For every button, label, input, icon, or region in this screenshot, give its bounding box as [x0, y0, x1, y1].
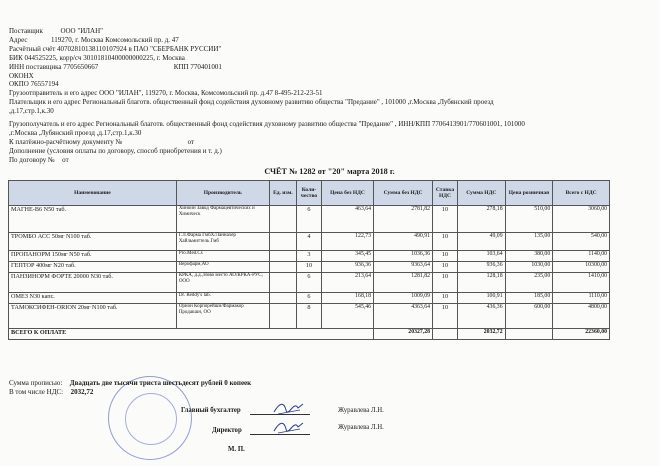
chief-accountant-name: Журавлева Л.Н. [338, 407, 384, 414]
table-row [9, 262, 610, 273]
invoice-footer [9, 379, 251, 397]
col-total: Всего с НДС [553, 181, 610, 206]
cell-vat: 128,18 [457, 273, 505, 293]
cell-price: 345,45 [321, 251, 373, 262]
cell-total: 1410,00 [553, 273, 610, 293]
cell-rate: 10 [433, 262, 458, 273]
cell-rate: 10 [433, 273, 458, 293]
cell-maker: Хиноин Завод Фармацевтических и Химическ [176, 206, 269, 233]
supplier-line [9, 27, 649, 36]
cell-unit [269, 206, 296, 233]
cell-retail: 185,00 [505, 293, 553, 304]
cell-vat: 436,36 [457, 304, 505, 329]
cell-total: 1140,00 [553, 251, 610, 262]
cell-sum: 1009,09 [374, 293, 433, 304]
cell-maker: Pro.Med.Cs [176, 251, 269, 262]
seal-inner-ring [125, 393, 177, 445]
cell-total: 4800,00 [553, 304, 610, 329]
cell-rate: 10 [433, 233, 458, 251]
cell-unit [269, 262, 296, 273]
shipper-line: Грузоотправитель и его адрес ООО "ИЛАН", 119270, г. Москва, Комсомольский пр. д.47 8-495-212-23-51 [9, 89, 323, 98]
account-line: Расчётный счёт 40702810138110107924 в ПАО "СБЕРБАНК РУССИИ" [9, 44, 222, 53]
in-words-value: Двадцать две тысячи триста шестьдесят рублей 0 копеек [69, 379, 252, 387]
cell-total: 10300,00 [553, 262, 610, 273]
cell-name: ГЕПТОР 400мг N20 таб. [9, 262, 177, 273]
cell-rate: 10 [433, 304, 458, 329]
contract-from: от [62, 155, 69, 164]
vat-label: В том числе НДС: [9, 388, 64, 396]
cell-price: 168,18 [321, 293, 373, 304]
table-row [9, 304, 610, 329]
in-words-label: Сумма прописью: [9, 379, 63, 387]
invoice-title: СЧЁТ № 1282 от "20" марта 2018 г. [264, 167, 395, 176]
invoice-header [9, 27, 649, 165]
cell-unit [269, 273, 296, 293]
cell-maker: Верофарм,АО [176, 262, 269, 273]
total-vat: 2032,72 [457, 329, 505, 340]
inn-value: ИНН поставщика 7705650667 [9, 62, 99, 71]
payer-line-2: ,д.17,стр.1,к.30 [9, 107, 54, 116]
payer-line-1: Плательщик и его адрес Региональный благотв. общественный фонд содействия духовному развитию общества "Предание" , 101000 ,г.Москва ,Лубянский проезд [9, 98, 494, 107]
cell-name: МАГНЕ-В6 N50 таб. [9, 206, 177, 233]
cell-vat: 278,18 [457, 206, 505, 233]
table-row [9, 206, 610, 233]
total-label: ВСЕГО К ОПЛАТЕ [9, 329, 374, 340]
col-rate: Ставка НДС [433, 181, 458, 206]
cell-vat: 103,64 [457, 251, 505, 262]
cell-qty: 10 [297, 262, 322, 273]
col-vat: Сумма НДС [457, 181, 505, 206]
address-value: 119270, г. Москва Комсомольский пр. д. 47 [51, 35, 179, 44]
okonh-line: ОКОНХ [9, 71, 34, 80]
cell-retail: 135,00 [505, 233, 553, 251]
cell-retail: 510,00 [505, 206, 553, 233]
invoice-table [8, 180, 610, 340]
cell-vat: 100,91 [457, 293, 505, 304]
cell-name: ПАНЗИНОРМ ФОРТЕ 20000 N30 таб. [9, 273, 177, 293]
director-signature [272, 417, 306, 437]
cell-qty: 4 [297, 233, 322, 251]
total-rate-empty [433, 329, 458, 340]
address-line [9, 36, 649, 45]
chief-accountant-signature [272, 398, 306, 418]
payment-doc-label: К платёжно-расчётному документу № [9, 137, 123, 146]
payment-doc-line [9, 138, 649, 147]
cell-maker: КРКА, д.д.,Ново место АО/КРКА-РУС, ООО [176, 273, 269, 293]
cell-unit [269, 251, 296, 262]
consignee-line-1: Грузополучатель и его адрес Региональный благотв. общественный фонд содействия духовному развитию общества "Предание" , ИНН/КПП 7706413901/770601001, 101000 [9, 120, 525, 129]
cell-sum: 9363,64 [374, 262, 433, 273]
col-name: Наименование [9, 181, 177, 206]
cell-vat: 936,36 [457, 262, 505, 273]
total-all: 22360,00 [553, 329, 610, 340]
cell-sum: 490,91 [374, 233, 433, 251]
consignee-line-2: ,г.Москва ,Лубянский проезд ,д.17,стр.1,к.30 [9, 128, 142, 137]
amount-in-words-line [9, 379, 251, 388]
cell-name: ТРОМБО АСС 50мг N100 таб. [9, 233, 177, 251]
payment-doc-from: от [187, 137, 195, 146]
cell-total: 3060,00 [553, 206, 610, 233]
bik-line: БИК 044525225, корр/сч 30101810400000000225, г. Москва [9, 53, 185, 62]
total-row [9, 329, 610, 340]
okpo-line: ОКПО 76557194 [9, 80, 59, 89]
cell-vat: 49,09 [457, 233, 505, 251]
cell-sum: 1036,36 [374, 251, 433, 262]
contract-label: По договору № [9, 155, 55, 164]
cell-unit [269, 233, 296, 251]
cell-qty: 3 [297, 251, 322, 262]
table-row [9, 293, 610, 304]
cell-qty: 6 [297, 273, 322, 293]
cell-name: ПРОПАНОРМ 150мг N50 таб. [9, 251, 177, 262]
director-label: Директор [212, 427, 242, 434]
cell-unit [269, 293, 296, 304]
col-maker: Производитель [176, 181, 269, 206]
seal-label: М. П. [228, 446, 245, 453]
col-unit: Ед. изм. [269, 181, 296, 206]
cell-sum: 1281,82 [374, 273, 433, 293]
cell-qty: 6 [297, 293, 322, 304]
cell-retail: 600,00 [505, 304, 553, 329]
col-price: Цена без НДС [321, 181, 373, 206]
total-sum: 20327,28 [374, 329, 433, 340]
address-label: Адрес [9, 35, 28, 44]
cell-retail: 380,00 [505, 251, 553, 262]
supplier-name: ООО "ИЛАН" [60, 27, 103, 35]
kpp-value: КПП 770401001 [173, 62, 222, 71]
inn-line [9, 63, 649, 72]
cell-name: ОМЕЗ N30 капс. [9, 293, 177, 304]
cell-total: 1110,00 [553, 293, 610, 304]
chief-accountant-label: Главный бухгалтер [181, 407, 241, 414]
cell-retail: 235,00 [505, 273, 553, 293]
cell-unit [269, 304, 296, 329]
cell-price: 936,36 [321, 262, 373, 273]
cell-qty: 8 [297, 304, 322, 329]
cell-rate: 10 [433, 293, 458, 304]
cell-total: 540,00 [553, 233, 610, 251]
col-retail: Цена розничная [505, 181, 553, 206]
col-sum: Сумма без НДС [374, 181, 433, 206]
cell-price: 122,73 [321, 233, 373, 251]
table-row [9, 251, 610, 262]
cell-price: 463,64 [321, 206, 373, 233]
additional-line: Дополнение (условия оплаты по договору, способ приобретения и т. д.) [9, 146, 222, 155]
cell-maker: Г.Л.Фарма ГмбХ/Ланнахер Хайльмиттель Гмб [176, 233, 269, 251]
director-name: Журавлева Л.Н. [338, 424, 384, 431]
cell-maker: Орион Корпорейшн/Фармакор Продакшн, ОО [176, 304, 269, 329]
supplier-label: Поставщик [9, 27, 43, 35]
cell-qty: 6 [297, 206, 322, 233]
cell-maker: Dr. Reddy's lab. [176, 293, 269, 304]
cell-sum: 2781,82 [374, 206, 433, 233]
table-header-row [9, 181, 610, 206]
table-row [9, 273, 610, 293]
total-retail-empty [505, 329, 553, 340]
vat-line [9, 388, 251, 397]
cell-rate: 10 [433, 206, 458, 233]
col-qty: Коли-чество [297, 181, 322, 206]
contract-line [9, 156, 649, 165]
cell-price: 213,64 [321, 273, 373, 293]
cell-rate: 10 [433, 251, 458, 262]
cell-retail: 1030,00 [505, 262, 553, 273]
cell-name: ТАМОКСИФЕН-ORION 20мг N100 таб. [9, 304, 177, 329]
table-row [9, 233, 610, 251]
cell-sum: 4363,64 [374, 304, 433, 329]
vat-value: 2032,72 [70, 388, 94, 396]
cell-price: 545,46 [321, 304, 373, 329]
